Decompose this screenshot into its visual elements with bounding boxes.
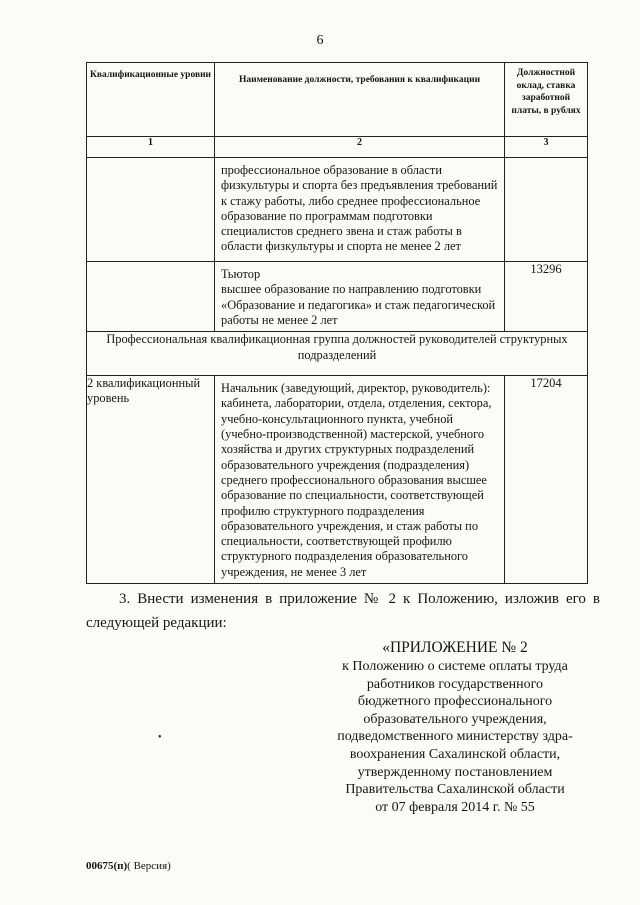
tutor-salary: 13296 xyxy=(505,262,588,332)
tutor-requirements: высшее образование по направлению подготовки «Образование и педагогика» и стаж педагогической работы не менее 2 лет xyxy=(221,282,496,327)
appendix-line: образовательного учреждения, xyxy=(363,711,547,727)
position-cell xyxy=(215,262,505,332)
group-heading-row xyxy=(87,332,588,376)
appendix-line: Правительства Сахалинской области xyxy=(345,782,565,798)
column-number-1: 1 xyxy=(87,137,215,158)
group-heading: Профессиональная квалификационная группа должностей руководителей структурных подразделений xyxy=(87,332,588,376)
head-salary: 17204 xyxy=(505,376,588,584)
header-level: Квалификационные уровни xyxy=(87,63,215,137)
appendix-line: утвержденному постановлением xyxy=(357,764,553,780)
table-header-row xyxy=(87,63,588,137)
appendix-line: бюджетного профессионального xyxy=(357,694,553,710)
position-cell xyxy=(215,158,505,262)
footer xyxy=(86,860,171,872)
doc-version: ( Версия) xyxy=(127,860,171,872)
table-row xyxy=(87,158,588,262)
appendix-title: «ПРИЛОЖЕНИЕ № 2 xyxy=(382,639,528,656)
column-number-row xyxy=(87,137,588,158)
appendix-line: от 07 февраля 2014 г. № 55 xyxy=(375,799,535,815)
qualification-table xyxy=(86,62,588,584)
empty-level-cell xyxy=(87,262,215,332)
doc-id: 00675(п) xyxy=(86,860,128,872)
header-salary: Должностной оклад, ставка заработной платы, в рублях xyxy=(505,63,588,137)
appendix-line: работников государственного xyxy=(366,676,544,692)
level-2-cell: 2 квалификационный уровень xyxy=(87,376,215,584)
empty-salary-cell xyxy=(505,158,588,262)
position-cell xyxy=(215,376,505,584)
table-row xyxy=(87,376,588,584)
appendix-line: к Положению о системе оплаты труда xyxy=(342,659,568,674)
empty-level-cell xyxy=(87,158,215,262)
page-number: 6 xyxy=(316,33,324,48)
table-row xyxy=(87,262,588,332)
header-position: Наименование должности, требования к квалификации xyxy=(215,63,505,137)
column-number-2: 2 xyxy=(215,137,505,158)
scan-mark: • xyxy=(158,732,162,743)
appendix-line: воохранения Сахалинской области, xyxy=(349,746,561,762)
appendix-block xyxy=(300,638,610,816)
head-description: Начальник (заведующий, директор, руководитель): кабинета, лаборатории, отдела, отделения, сектора, учебно-консультационного пункта, учебной (учебно-производственной) мастерской, учебного хозяйства и других структурных подразделений образовательного учреждения (подразделения) среднего профессионального образования высшее образование по специальности, соответствующей профилю структурного подразделения образовательного учреждения, и стаж работы по специальности, соответствующей профилю структурного подразделения образовательного учреждения, не менее 3 лет xyxy=(221,381,492,579)
tutor-title: Тьютор xyxy=(221,267,261,281)
continuation-text: профессиональное образование в области физкультуры и спорта без предъявления требований к стажу работы, либо среднее профессиональное образование по программам подготовки специалистов среднего звена и стаж работы в области физкультуры и спорта не менее 2 лет xyxy=(221,163,498,254)
appendix-line: подведомственного министерству здра- xyxy=(337,729,573,745)
column-number-3: 3 xyxy=(505,137,588,158)
paragraph-3: 3. Внести изменения в приложение № 2 к Положению, изложив его в следующей редакции: xyxy=(86,591,600,631)
